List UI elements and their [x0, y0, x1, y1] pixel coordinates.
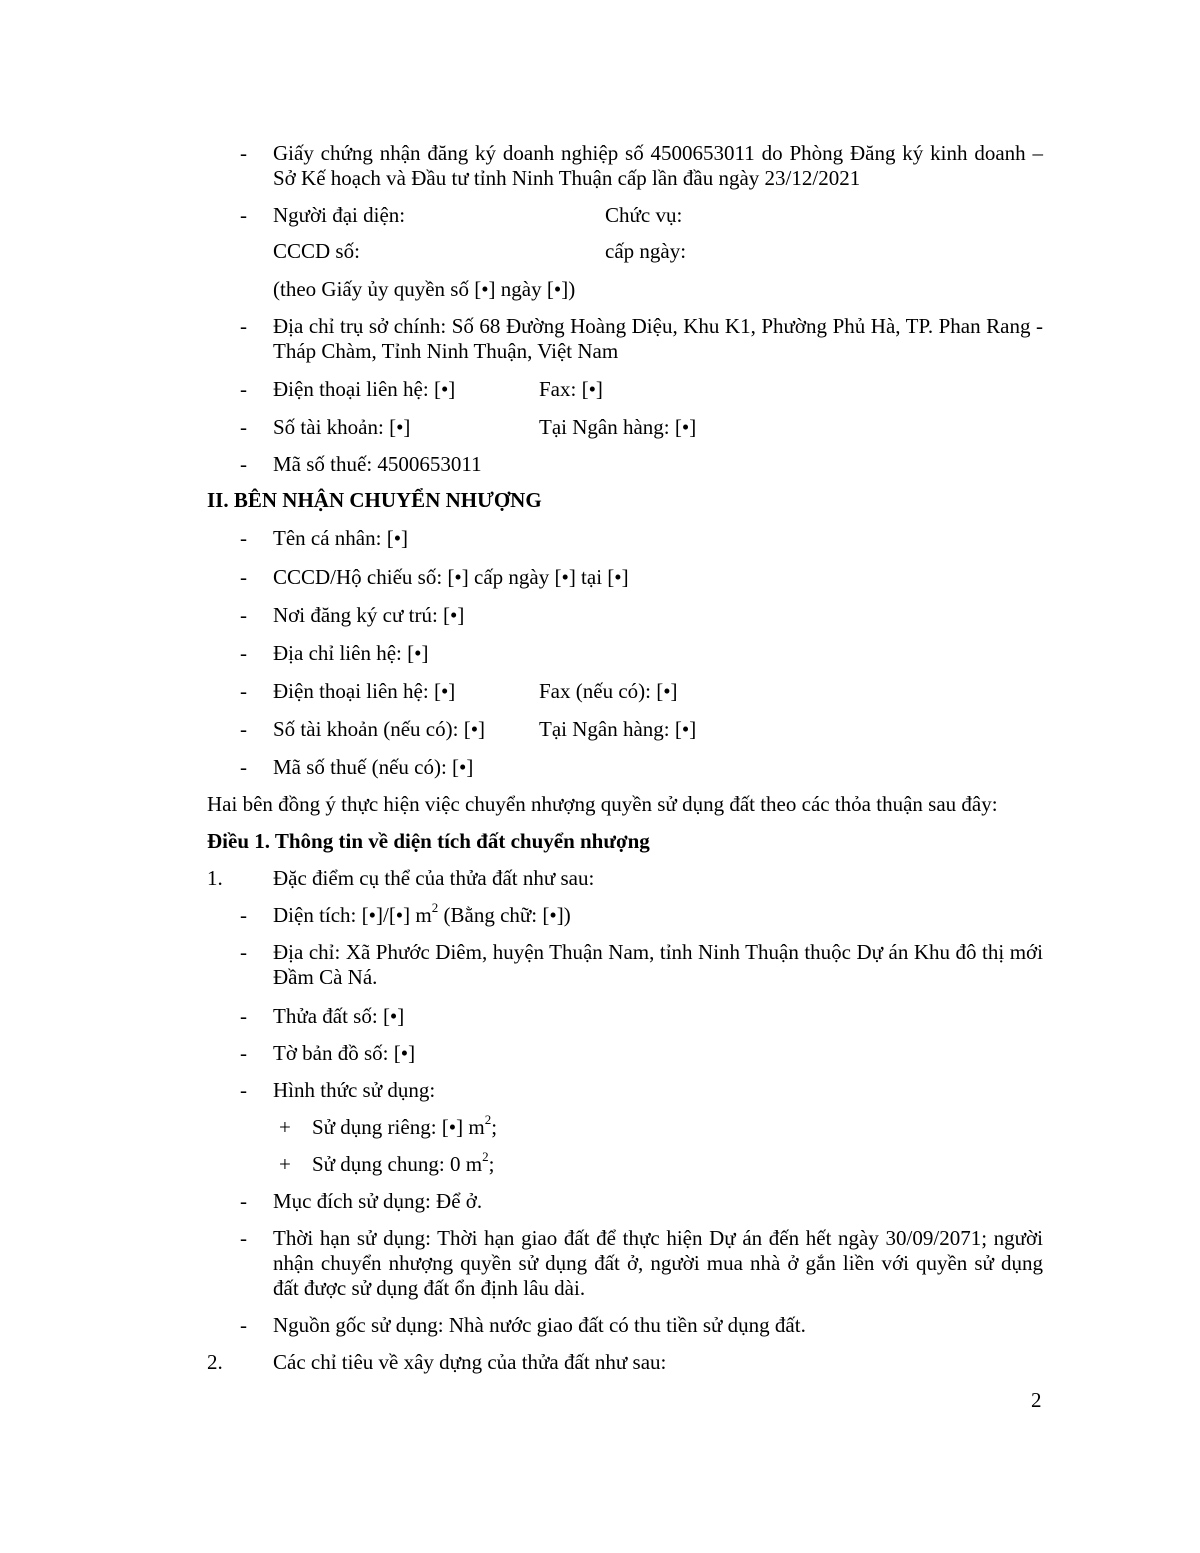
bank-name-text: Tại Ngân hàng: [•] — [539, 415, 697, 439]
tax-code-text: Mã số thuế: 4500653011 — [273, 452, 482, 476]
bank-account-text: Số tài khoản: [•] — [273, 415, 411, 439]
bullet-dash: - — [240, 717, 247, 741]
common-use-prefix: Sử dụng chung: 0 m — [312, 1152, 483, 1176]
bullet-dash: - — [240, 679, 247, 703]
superscript: 2 — [484, 1112, 492, 1127]
issued-date-label: cấp ngày: — [605, 239, 687, 263]
bullet-dash: - — [240, 1189, 247, 1213]
representative-label: Người đại diện: — [273, 203, 406, 227]
purpose-text: Mục đích sử dụng: Để ở. — [273, 1189, 483, 1213]
bullet-dash: - — [240, 415, 247, 439]
bullet-dash: - — [240, 940, 247, 964]
area-prefix: Diện tích: [•]/[•] m — [273, 903, 432, 927]
article-1-heading: Điều 1. Thông tin về diện tích đất chuyển nhượng — [207, 829, 650, 853]
bullet-dash: - — [240, 903, 247, 927]
bank-name-text: Tại Ngân hàng: [•] — [539, 717, 697, 741]
bank-account-text: Số tài khoản (nếu có): [•] — [273, 717, 486, 741]
bullet-dash: - — [240, 1004, 247, 1028]
superscript: 2 — [482, 1149, 489, 1164]
bullet-dash: - — [240, 1313, 247, 1337]
bullet-dash: - — [240, 603, 247, 627]
fax-text: Fax (nếu có): [•] — [539, 679, 678, 703]
position-label: Chức vụ: — [605, 203, 683, 227]
usage-form-text: Hình thức sử dụng: — [273, 1078, 436, 1102]
bullet-plus: + — [279, 1115, 291, 1139]
bullet-dash: - — [240, 565, 247, 589]
cccd-label: CCCD số: — [273, 239, 360, 263]
bullet-dash: - — [240, 1041, 247, 1065]
bullet-dash: - — [240, 1226, 247, 1250]
map-sheet-text: Tờ bản đồ số: [•] — [273, 1041, 416, 1065]
land-address-text: Địa chỉ: Xã Phước Diêm, huyện Thuận Nam, tỉnh Ninh Thuận thuộc Dự án Khu đô thị mới Đầm Cà Ná. — [273, 940, 1043, 989]
item-number: 1. — [207, 866, 223, 890]
bullet-dash: - — [240, 314, 247, 338]
plot-number-text: Thửa đất số: [•] — [273, 1004, 405, 1028]
area-suffix: (Bằng chữ: [•]) — [438, 903, 571, 927]
usage-term-text: Thời hạn sử dụng: Thời hạn giao đất để thực hiện Dự án đến hết ngày 30/09/2071; người nhận chuyển nhượng quyền sử dụng đất ở, người mua nhà ở gắn liền với quyền sử dụng đất được sử dụng đất ổn định lâu dài. — [273, 1226, 1043, 1300]
section-heading-party-b: II. BÊN NHẬN CHUYỂN NHƯỢNG — [207, 488, 542, 512]
private-use-text — [312, 1112, 498, 1140]
private-use-suffix: ; — [491, 1115, 498, 1139]
business-registration-text: Giấy chứng nhận đăng ký doanh nghiệp số 4500653011 do Phòng Đăng ký kinh doanh – Sở Kế hoạch và Đầu tư tỉnh Ninh Thuận cấp lần đầu ngày 23/12/2021 — [273, 141, 1043, 190]
bullet-dash: - — [240, 526, 247, 550]
head-office-address: Địa chỉ trụ sở chính: Số 68 Đường Hoàng Diệu, Khu K1, Phường Phủ Hà, TP. Phan Rang - Tháp Chàm, Tỉnh Ninh Thuận, Việt Nam — [273, 314, 1043, 363]
bullet-dash: - — [240, 203, 247, 227]
authorization-text: (theo Giấy ủy quyền số [•] ngày [•]) — [273, 277, 576, 301]
page-number: 2 — [1031, 1388, 1042, 1412]
phone-text: Điện thoại liên hệ: [•] — [273, 377, 456, 401]
superscript: 2 — [431, 900, 439, 915]
common-use-text — [312, 1149, 495, 1177]
bullet-dash: - — [240, 141, 247, 165]
fax-text: Fax: [•] — [539, 377, 603, 401]
phone-text: Điện thoại liên hệ: [•] — [273, 679, 456, 703]
bullet-dash: - — [240, 1078, 247, 1102]
bullet-plus: + — [279, 1152, 291, 1176]
id-document-text: CCCD/Hộ chiếu số: [•] cấp ngày [•] tại [•] — [273, 565, 629, 589]
residence-text: Nơi đăng ký cư trú: [•] — [273, 603, 465, 627]
bullet-dash: - — [240, 755, 247, 779]
bullet-dash: - — [240, 641, 247, 665]
item-2-text: Các chỉ tiêu về xây dựng của thửa đất như sau: — [273, 1350, 667, 1374]
area-text — [273, 900, 571, 928]
item-number: 2. — [207, 1350, 223, 1374]
bullet-dash: - — [240, 452, 247, 476]
bullet-dash: - — [240, 377, 247, 401]
individual-name-text: Tên cá nhân: [•] — [273, 526, 409, 550]
contact-address-text: Địa chỉ liên hệ: [•] — [273, 641, 429, 665]
origin-text: Nguồn gốc sử dụng: Nhà nước giao đất có thu tiền sử dụng đất. — [273, 1313, 806, 1337]
tax-code-text: Mã số thuế (nếu có): [•] — [273, 755, 474, 779]
agreement-statement: Hai bên đồng ý thực hiện việc chuyển nhượng quyền sử dụng đất theo các thỏa thuận sau đây: — [207, 792, 998, 816]
common-use-suffix: ; — [488, 1152, 495, 1176]
item-1-text: Đặc điểm cụ thể của thửa đất như sau: — [273, 866, 595, 890]
private-use-prefix: Sử dụng riêng: [•] m — [312, 1115, 485, 1139]
